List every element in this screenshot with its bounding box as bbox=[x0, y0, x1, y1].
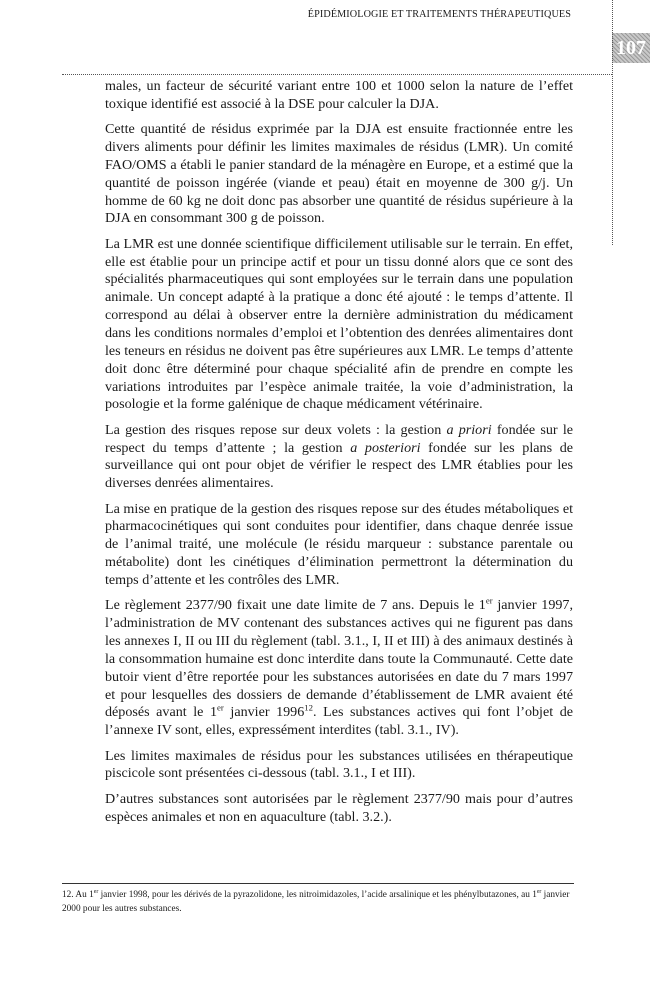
text-run: fondée sur le respect du temps d’attente ; la gestion bbox=[105, 421, 573, 456]
text-run: 12. Au 1 bbox=[62, 890, 94, 900]
text-run: fondée sur les plans de surveillance qui ont pour objet de vérifier le respect des LMR établies pour les diverses denrées alimentaires. bbox=[105, 439, 573, 492]
superscript: er bbox=[536, 888, 542, 895]
italic-a-priori: a priori bbox=[446, 421, 492, 438]
text-run: janvier 1998, pour les dérivés de la pyrazolidone, les nitroimidazoles, l’acide arsalinique et les phénylbutazones, au 1 bbox=[98, 890, 537, 900]
italic-a-posteriori: a posteriori bbox=[350, 439, 421, 456]
running-head: ÉPIDÉMIOLOGIE ET TRAITEMENTS THÉRAPEUTIQUES bbox=[307, 9, 571, 20]
superscript: er bbox=[485, 595, 493, 606]
page-number: 107 bbox=[616, 37, 646, 59]
text-run: janvier 1996 bbox=[223, 704, 305, 721]
page-number-badge bbox=[612, 33, 650, 63]
footnote-rule bbox=[62, 883, 574, 884]
paragraph-lmr-piscicole: Les limites maximales de résidus pour les substances utilisées en thérapeutique piscicole sont présentées ci-dessous (tabl. 3.1., I et III). bbox=[105, 747, 573, 782]
text-run: . Les substances actives qui font l’objet de l’annexe IV sont, elles, expressément interdites (tabl. 3.1., IV). bbox=[105, 704, 573, 739]
footnote bbox=[62, 888, 574, 916]
header-rule bbox=[62, 74, 612, 75]
paragraph-lmr-definition: Cette quantité de résidus exprimée par la DJA est ensuite fractionnée entre les divers aliments pour définir les limites maximales de résidus (LMR). Un comité FAO/OMS a établi le panier standard de la ménagère en Europe, et a estimé que la quantité de poisson ingérée (viande et peau) était en moyenne de 300 g/j. Un homme de 60 kg ne doit donc pas absorber une quantité de résidus supérieure à la DJA en consommant 300 g de poisson. bbox=[105, 121, 573, 227]
paragraph-gestion-risques bbox=[105, 422, 573, 493]
paragraph-dja: males, un facteur de sécurité variant entre 100 et 1000 selon la nature de l’effet toxique identifié est associé à la DSE pour calculer la DJA. bbox=[105, 78, 573, 112]
paragraph-reglement-2377-90 bbox=[105, 597, 573, 740]
superscript: er bbox=[217, 702, 224, 713]
text-run: La gestion des risques repose sur deux volets : la gestion bbox=[105, 421, 447, 438]
paragraph-residu-marqueur: La mise en pratique de la gestion des risques repose sur des études métaboliques et pharmacocinétiques qui sont conduites pour identifier, dans chaque denrée issue de l’animal traité, une molécule (le résidu marqueur : substance parentale ou métabolite) dont les cinétiques d’élimination permettront la détermination du temps d’attente et les contrôles des LMR. bbox=[105, 500, 573, 588]
footnote-ref: 12 bbox=[304, 702, 314, 713]
text-run: Le règlement 2377/90 fixait une date limite de 7 ans. Depuis le 1 bbox=[105, 597, 486, 614]
paragraph-temps-attente: La LMR est une donnée scientifique difficilement utilisable sur le terrain. En effet, elle est établie pour un principe actif et pour un tissu donné alors que ce sont des spécialités pharmaceutiques qui sont employées sur le terrain dans une population animale. Un concept adapté à la pratique a donc été ajouté : le temps d’attente. Il correspond au délai à observer entre la dernière administration du médicament dans les conditions normales d’emploi et l’obtention des denrées alimentaires dont les teneurs en résidus ne doivent pas être supérieures aux LMR. Le temps d’attente doit donc être déterminé pour chaque spécialité afin de prendre en compte les variations introduites par l’espèce animale traitée, la voie d’administration, la posologie et la forme galénique de chaque médicament vétérinaire. bbox=[105, 235, 573, 413]
body-text bbox=[105, 78, 573, 834]
text-run: janvier 2000 pour les autres substances. bbox=[62, 890, 570, 914]
margin-rule bbox=[612, 0, 613, 245]
superscript: er bbox=[93, 888, 99, 895]
paragraph-autres-substances: D’autres substances sont autorisées par le règlement 2377/90 mais pour d’autres espèces animales et non en aquaculture (tabl. 3.2.). bbox=[105, 790, 573, 825]
text-run: janvier 1997, l’administration de MV contenant des substances actives qui ne figurent pas dans les annexes I, II ou III du règlement (tabl. 3.1., I, II et III) à des animaux destinés à la consommation humaine est donc interdite dans toute la Communauté. Cette date butoir vient d’être reportée pour les substances autorisées en date du 7 mars 1997 et pour lesquelles des dossiers de demande d’établissement de LMR avaient été déposés avant le 1 bbox=[105, 597, 573, 721]
